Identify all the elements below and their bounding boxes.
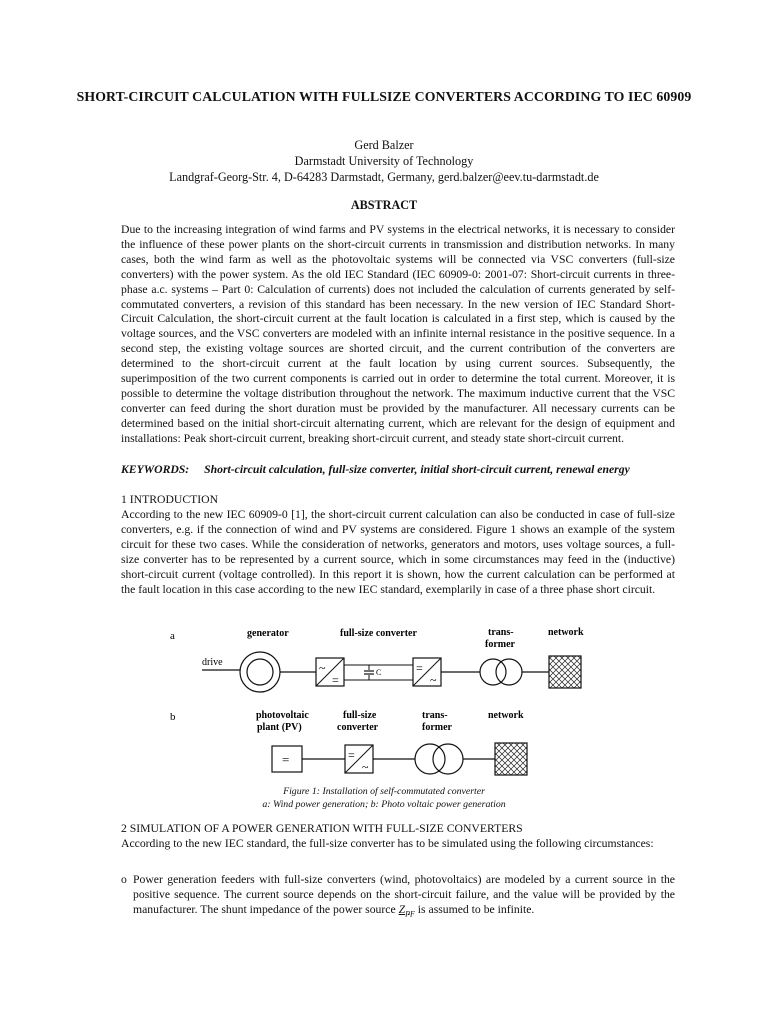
fig-b-transformer-coil-2 [433,744,463,774]
fig-a-inverter-equal: = [416,661,423,675]
paper-title: SHORT-CIRCUIT CALCULATION WITH FULLSIZE CONVERTERS ACCORDING TO IEC 60909 [76,89,692,104]
section-2-text: According to the new IEC standard, the full-size converter has to be simulated using the following circumstances: [121,837,654,850]
bullet-symbol: $Z_{PF}$ [398,902,415,919]
intro-text: According to the new IEC 60909-0 [1], the short-circuit current calculation can also be conducted in case of full-size converters, e.g. if the connection of wind and PV systems are considered. Figure 1 shows an example of the system circuit for these two cases. While the consideration of networks, generators and motors, uses voltage sources, a full-size converter has to be represented by a current source, which in some circumstances may feed in the (inductive) short-circuit current (voltage controlled). In this report it is shown, how the current calculation can be performed at the fault location in this case according to the new IEC standard, exemplarily in case of a three phase short circuit. [121,508,675,596]
fig-b-transformer-label-1: trans- [422,710,448,721]
fig-a-cap-label: C [376,668,382,677]
fig-a-network-label: network [548,627,584,638]
fig-a-inverter-tilde: ~ [430,673,437,687]
fig-b-pv-equal: = [282,752,290,767]
section-2-heading: 2 SIMULATION OF A POWER GENERATION WITH FULL-SIZE CONVERTERS [121,822,523,835]
fig-a-network-box [549,656,581,688]
figure-1-diagram [160,622,600,782]
fig-a-drive-label: drive [202,657,223,668]
keywords-line [121,463,675,478]
fig-b-pv-label-2: plant (PV) [257,722,302,733]
fig-label-a: a [170,630,175,642]
bullet-marker: o [121,873,127,886]
fig-b-converter-equal: = [348,748,355,762]
fig-b-network-box [495,743,527,775]
bullet-end: is assumed to be infinite. [414,902,535,916]
fig-b-network-label: network [488,710,524,721]
fig-b-conv-label-1: full-size [343,710,377,721]
fig-a-transformer-label-2: former [485,639,515,650]
intro-heading: 1 INTRODUCTION [121,493,219,506]
author-affiliation: Darmstadt University of Technology [294,154,474,168]
fig-b-transformer-coil-1 [415,744,445,774]
fig-a-generator-outer [240,652,280,692]
fig-a-transformer-coil-2 [496,659,522,685]
caption-line-2: a: Wind power generation; b: Photo voltaic power generation [262,798,506,810]
fig-a-rectifier-tilde: ~ [319,661,326,675]
author-block [60,137,708,185]
fig-label-b: b [170,711,176,723]
keywords-label: KEYWORDS: [121,463,190,476]
fig-a-converter-label: full-size converter [340,628,417,639]
abstract-heading: ABSTRACT [350,198,418,212]
fig-b-converter-tilde: ~ [362,760,369,774]
bullet-subscript: PF [405,909,415,919]
caption-line-1: Figure 1: Installation of self-commutated converter [283,786,485,797]
author-address: Landgraf-Georg-Str. 4, D-64283 Darmstadt, Germany, gerd.balzer@eev.tu-darmstadt.de [169,170,599,184]
fig-b-transformer-label-2: former [422,722,452,733]
fig-a-transformer-coil-1 [480,659,506,685]
figure-caption [160,786,608,811]
keywords-list: Short-circuit calculation, full-size converter, initial short-circuit current, renewal energy [204,463,630,476]
fig-a-rectifier-equal: = [332,673,339,687]
author-name: Gerd Balzer [354,138,414,152]
fig-a-generator-label: generator [247,628,289,639]
bullet-item [133,873,675,922]
fig-b-conv-label-2: converter [337,722,379,733]
abstract-text: Due to the increasing integration of wind farms and PV systems in the electrical networks, it is necessary to consider the influence of these power plants on the short-circuit currents in transmission and distribution networks. In many cases, both the wind farm as well as the photovoltaic systems will be connected via VSC converters (full-size converters) with the power system. As the old IEC Standard (IEC 60909-0: 2001-07: Short-circuit currents in three-phase a.c. systems – Part 0: Calculation of currents) does not included the calculation of currents generated by self-commutated converters, a revision of this standard has been necessary. In the new version of IEC Standard Short-Circuit Calculation, the short-circuit current at the fault location is calculated in a first step, which is caused by the voltage sources, and the VSC converters are modeled with an infinite internal resistance in the positive sequence. In a second step, the existing voltage sources are shorted circuit, and the current contribution of the converters are determined to the short-circuit current at the fault location by using current sources. Subsequently, the superimposition of the two current components is carried out in order to determine the total current. Moreover, it is possible to determine the voltage distribution throughout the network. The maximum inductive current that the VSC converter can feed during the short duration must be provided by the manufacturer. All necessary currents can be determined based on the initial short-circuit alternating current, which are relevant for the design of equipment and installations: Peak short-circuit current, breaking short-circuit current, and steady state short-circuit current. [121,223,675,445]
fig-a-transformer-label-1: trans- [488,627,514,638]
fig-b-pv-label-1: photovoltaic [256,710,309,721]
fig-a-generator-inner [247,659,273,685]
bullet-text: Power generation feeders with full-size converters (wind, photovoltaics) are modeled by a current source in the positive sequence. The current source depends on the short-circuit failure, and the value will be provided by the manufacturer. The shunt impedance of the power source [133,873,675,916]
